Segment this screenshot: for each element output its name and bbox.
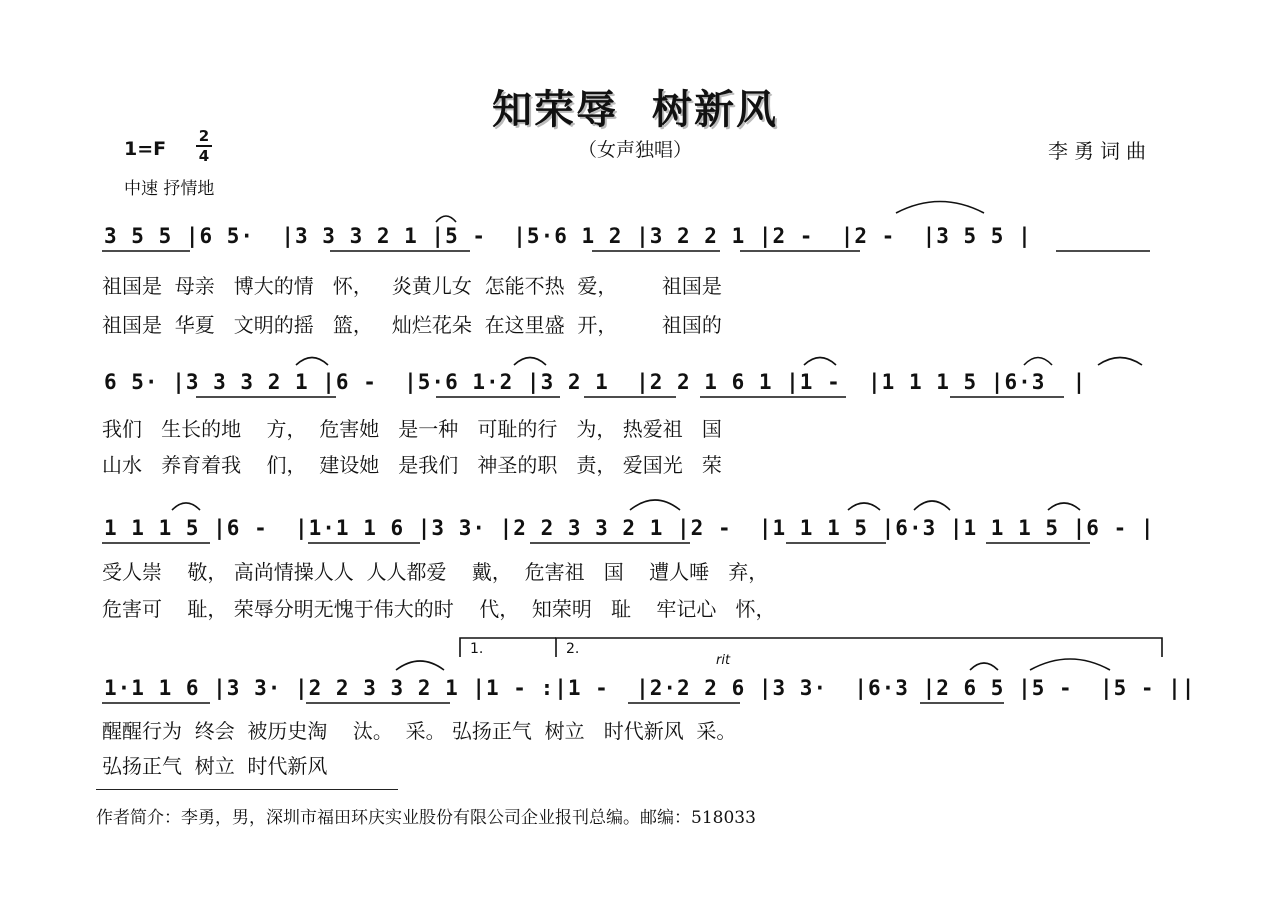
slur-mark bbox=[848, 503, 880, 510]
author-bio: 作者简介：李勇，男，深圳市福田环庆实业股份有限公司企业报刊总编。邮编：518033 bbox=[96, 808, 756, 828]
slur-mark bbox=[172, 503, 200, 510]
tempo-marking: 中速 抒情地 bbox=[124, 179, 215, 199]
notation-row-3: 1 1 1 5 |6 - |1·1 1 6 |3 3· |2 2 3 3 2 1 |2 - |1 1 1 5 |6·3 |1 1 1 5 |6 - | bbox=[104, 516, 1155, 540]
slur-mark bbox=[970, 663, 998, 670]
slur-mark bbox=[436, 216, 456, 222]
lyrics-row-2-verse-1: 我们 生长的地 方， 危害她 是一种 可耻的行 为， 热爱祖 国 bbox=[102, 417, 722, 441]
slur-mark bbox=[296, 358, 328, 366]
slur-mark bbox=[1048, 503, 1080, 510]
composer-credit: 李勇词曲 bbox=[1048, 139, 1152, 163]
song-subtitle: （女声独唱） bbox=[577, 139, 692, 161]
lyrics-row-4-verse-2: 弘扬正气 树立 时代新风 bbox=[102, 754, 328, 778]
ritardando-marking: rit bbox=[716, 653, 731, 668]
volta-1-label: 1. bbox=[470, 641, 484, 657]
volta-2-label: 2. bbox=[566, 641, 580, 657]
lyrics-row-3-verse-2: 危害可 耻， 荣辱分明无愧于伟大的时 代， 知荣明 耻 牢记心 怀， bbox=[102, 597, 776, 621]
notation-row-1: 3 5 5 |6 5· |3 3 3 2 1 |5 - |5·6 1 2 |3 2 2 1 |2 - |2 - |3 5 5 | bbox=[104, 224, 1032, 248]
slur-mark bbox=[1024, 358, 1052, 366]
slur-mark bbox=[804, 358, 836, 366]
slur-mark bbox=[396, 661, 444, 670]
slur-mark bbox=[514, 358, 546, 366]
notation-row-2: 6 5· |3 3 3 2 1 |6 - |5·6 1·2 |3 2 1 |2 2 1 6 1 |1 - |1 1 1 5 |6·3 | bbox=[104, 370, 1087, 394]
lyrics-row-1-verse-1: 祖国是 母亲 博大的情 怀， 炎黄儿女 怎能不热 爱， 祖国是 bbox=[102, 274, 722, 298]
lyrics-row-2-verse-2: 山水 养育着我 们， 建设她 是我们 神圣的职 责， 爱国光 荣 bbox=[102, 453, 722, 477]
notation-row-4: 1·1 1 6 |3 3· |2 2 3 3 2 1 |1 - :|1 - |2·2 2 6 |3 3· |6·3 |2 6 5 |5 - |5 - || bbox=[104, 676, 1196, 700]
song-title: 知荣辱 树新风 bbox=[492, 87, 778, 133]
lyrics-row-1-verse-2: 祖国是 华夏 文明的摇 篮， 灿烂花朵 在这里盛 开， 祖国的 bbox=[102, 313, 722, 337]
volta-bracket bbox=[460, 638, 556, 657]
footer-divider bbox=[96, 789, 398, 790]
time-signature-top: 2 bbox=[198, 127, 210, 145]
slur-mark bbox=[896, 202, 984, 214]
volta-bracket bbox=[556, 638, 1162, 657]
time-signature-bottom: 4 bbox=[198, 147, 210, 165]
slur-mark bbox=[630, 500, 680, 510]
lyrics-row-4-verse-1: 醒醒行为 终会 被历史淘 汰。 采。 弘扬正气 树立 时代新风 采。 bbox=[102, 719, 737, 743]
lyrics-row-3-verse-1: 受人崇 敬， 高尚情操人人 人人都爱 戴， 危害祖 国 遭人唾 弃， bbox=[102, 560, 769, 584]
slur-mark bbox=[914, 501, 950, 510]
key-signature: 1=F bbox=[124, 138, 167, 160]
slur-mark bbox=[1030, 659, 1110, 670]
slur-mark bbox=[1098, 358, 1142, 366]
